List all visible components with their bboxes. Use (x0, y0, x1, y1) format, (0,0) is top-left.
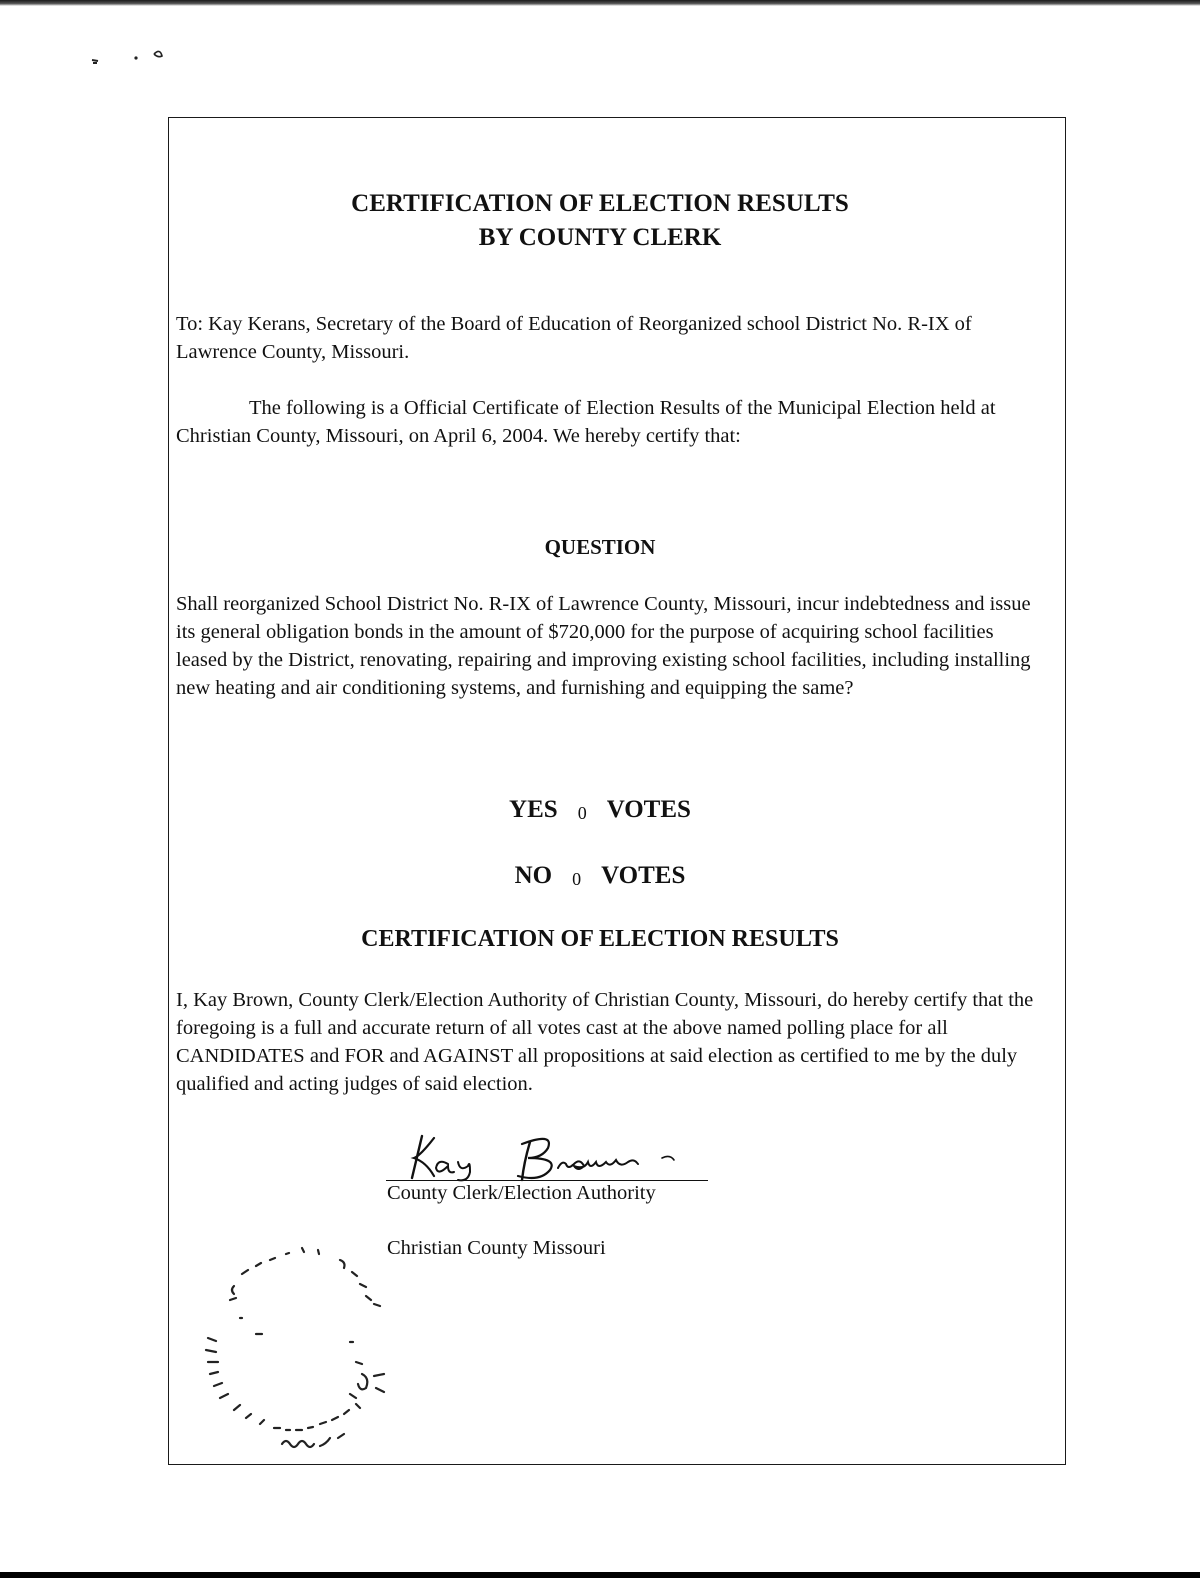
no-count: 0 (572, 869, 582, 889)
no-votes-line (0, 862, 1200, 890)
certification-paragraph: I, Kay Brown, County Clerk/Election Authority of Christian County, Missouri, do hereby certify that the foregoing is a full and accurate return of all votes cast at the above named polling place for all CANDIDATES and FOR and AGAINST all propositions at said election as certified to me by the duly qualified and acting judges of said election. (176, 989, 1034, 1095)
question-heading: QUESTION (544, 535, 656, 559)
scan-edge-top (0, 0, 1200, 6)
embossed-seal (190, 1238, 430, 1468)
document-subtitle: BY COUNTY CLERK (478, 224, 722, 251)
signature-caption: County Clerk/Election Authority (387, 1182, 656, 1204)
scan-edge-bottom (0, 1572, 1200, 1578)
signature-county: Christian County Missouri (387, 1237, 606, 1259)
certification-heading: CERTIFICATION OF ELECTION RESULTS (361, 926, 839, 952)
scan-specks (88, 46, 178, 76)
yes-count: 0 (577, 803, 587, 823)
no-unit: VOTES (601, 862, 686, 889)
yes-votes-line (0, 796, 1200, 824)
addressee-paragraph: To: Kay Kerans, Secretary of the Board of Education of Reorganized school District No. R-IX of Lawrence County, Missouri. (176, 313, 972, 363)
yes-label: YES (509, 796, 558, 823)
signature-line (386, 1180, 708, 1181)
yes-unit: VOTES (606, 796, 691, 823)
intro-paragraph: The following is a Official Certificate of Election Results of the Municipal Election held at Christian County, Missouri, on April 6, 2004. We hereby certify that: (176, 397, 996, 447)
no-label: NO (514, 862, 553, 889)
handwritten-signature (382, 1128, 722, 1184)
question-paragraph: Shall reorganized School District No. R-IX of Lawrence County, Missouri, incur indebtedness and issue its general obligation bonds in the amount of $720,000 for the purpose of acquiring school facilities leased by the District, renovating, repairing and improving existing school facilities, including installing new heating and air conditioning systems, and furnishing and equipping the same? (176, 593, 1031, 699)
document-title: CERTIFICATION OF ELECTION RESULTS (351, 190, 849, 217)
